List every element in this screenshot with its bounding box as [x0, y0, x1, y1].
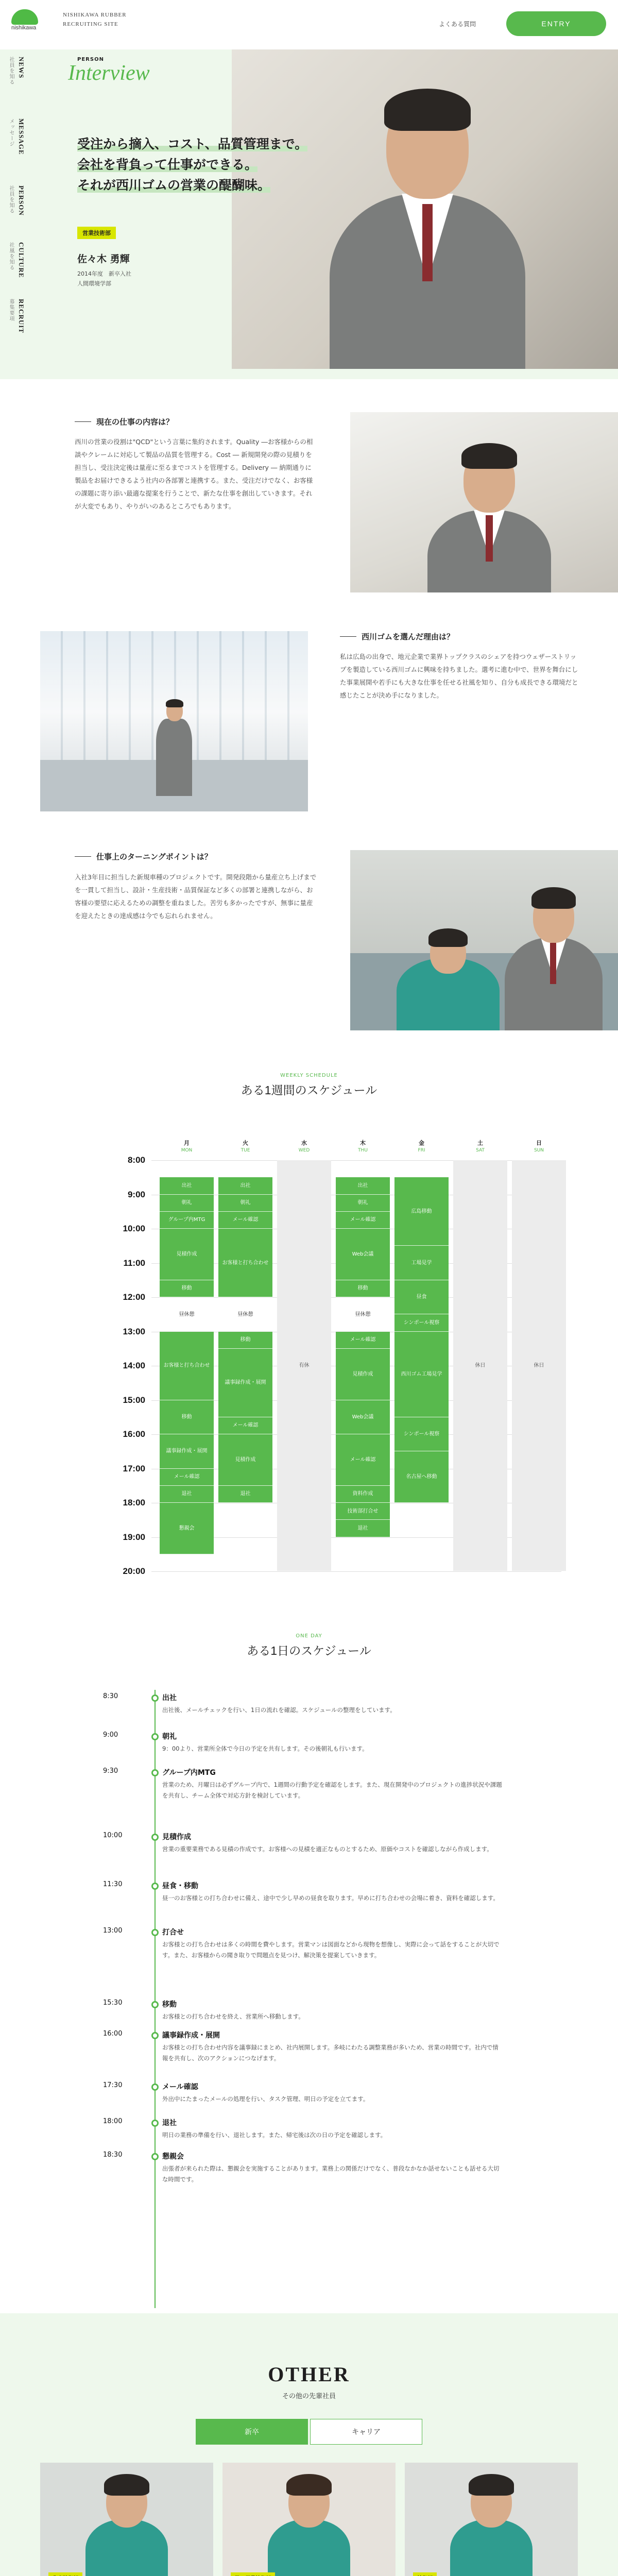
- schedule-block: 西川ゴム工場見学: [394, 1332, 449, 1417]
- schedule-block: 懇親会: [160, 1503, 214, 1554]
- schedule-block: シンポール視察: [394, 1314, 449, 1331]
- schedule-block: 名古屋へ移動: [394, 1451, 449, 1503]
- timeline-desc: 昼一のお客様との打ち合わせに備え、途中で少し早めの昼食を取ります。早めに打ち合わせの会場に着き、資料を確認します。: [162, 1894, 499, 1902]
- hour-label: 20:00: [123, 1566, 145, 1576]
- schedule-block: 昼休憩: [218, 1297, 272, 1332]
- timeline-time: 9:00: [103, 1731, 118, 1739]
- timeline-line: [154, 1690, 156, 2308]
- schedule-block: メール確認: [336, 1434, 390, 1486]
- hour-label: 17:00: [123, 1463, 145, 1473]
- schedule-block: Web会議: [336, 1229, 390, 1280]
- day-head: 水 WED: [277, 1140, 331, 1154]
- side-nav-news[interactable]: 社員を知る NEWS: [8, 57, 25, 85]
- schedule-block: メール確認: [160, 1469, 214, 1486]
- staff-card[interactable]: [40, 2463, 213, 2576]
- schedule-block: 朝礼: [336, 1195, 390, 1212]
- schedule-block: グループ内MTG: [160, 1212, 214, 1229]
- timeline-desc: 9：00より、営業所全体で今日の予定を共有します。その後朝礼も行います。: [162, 1745, 368, 1752]
- schedule-block: 移動: [218, 1332, 272, 1349]
- schedule-block: 有休: [277, 1160, 331, 1571]
- hour-label: 19:00: [123, 1532, 145, 1542]
- timeline-time: 13:00: [103, 1927, 123, 1935]
- other-title: OTHER: [268, 2363, 350, 2386]
- site-title: [63, 10, 127, 29]
- timeline-time: 16:00: [103, 2030, 123, 2038]
- timeline-time: 18:30: [103, 2151, 123, 2159]
- day-head: 月 MON: [160, 1140, 214, 1154]
- schedule-block: 見積作成: [160, 1229, 214, 1280]
- schedule-block: 広島移動: [394, 1177, 449, 1246]
- staff-card[interactable]: [405, 2463, 578, 2576]
- timeline-desc: 営業の重要業務である見積の作成です。お客様への見積を適正なものとするため、原価やコストを確認しながら作成します。: [162, 1845, 493, 1853]
- schedule-block: 出社: [218, 1177, 272, 1194]
- timeline-desc: 外出中にたまったメールの処理を行い、タスク管理、明日の予定を立てます。: [162, 2095, 369, 2103]
- hour-label: 18:00: [123, 1498, 145, 1507]
- hour-label: 14:00: [123, 1361, 145, 1370]
- timeline-dot: [151, 2153, 159, 2160]
- side-nav-message[interactable]: メッセージ MESSAGE: [8, 118, 25, 155]
- hour-label: 8:00: [127, 1155, 145, 1165]
- timeline-title: 議事録作成・展開: [162, 2031, 220, 2040]
- qa-photo-1: [350, 412, 618, 592]
- schedule-block: 移動: [336, 1280, 390, 1297]
- timeline-dot: [151, 2001, 159, 2008]
- timeline-desc: お客様との打ち合わせは多くの時間を費やします。営業マンは図面などから現物を想像し、実際に会って話をすることが大切です。また、お客様からの聞き取りで問題点を見つけ、解決策を提案していきます。: [162, 1941, 500, 1959]
- timeline-title: 移動: [162, 2001, 177, 2009]
- timeline-dot: [151, 1733, 159, 1740]
- timeline-desc: 出張者が来られた際は、懇親会を実施することがあります。業務上の関係だけでなく、普段なかなか話せないことも話せる大切な時間です。: [162, 2165, 500, 2183]
- timeline-dot: [151, 1694, 159, 1702]
- timeline-title: メール確認: [162, 2083, 198, 2091]
- timeline-dot: [151, 1883, 159, 1890]
- timeline-dot: [151, 1929, 159, 1936]
- schedule-block: メール確認: [218, 1417, 272, 1434]
- qa-body-1: 西川の営業の役割は"QCD"という言葉に集約されます。Quality ―お客様からの相談やクレームに対応して製品の品質を管理する。Cost ― 新規開発の際の見積りを担当し、受注決定後は量産に至るまでコストを管理する。Delivery ― 納期通りに製品をお届けできるよう社内の各部署と連携する。また、受注だけでなく、お客様の課題に寄り添い最適な提案を行うことで、新たな仕事を創出していきます。それが大変でもあり、やりがいのあるところでもあります。: [75, 438, 313, 510]
- schedule-block: 議事録作成・展開: [218, 1349, 272, 1417]
- schedule-block: 工場見学: [394, 1246, 449, 1280]
- schedule-block: 出社: [160, 1177, 214, 1194]
- schedule-block: 休日: [512, 1160, 566, 1571]
- hero-name: 佐々木 勇輝: [77, 253, 130, 265]
- schedule-block: メール確認: [218, 1212, 272, 1229]
- timeline-desc: お客様との打ち合わせを終え、営業所へ移動します。: [162, 2013, 304, 2020]
- company-logo[interactable]: [11, 9, 38, 25]
- timeline-dot: [151, 1834, 159, 1841]
- qa-photo-2: [40, 631, 308, 811]
- hour-label: 16:00: [123, 1429, 145, 1439]
- schedule-block: 退社: [218, 1486, 272, 1503]
- side-nav-person[interactable]: 社員を知る PERSON: [8, 185, 25, 216]
- tab-new-graduate[interactable]: 新卒: [196, 2419, 308, 2445]
- day-sub: SAT: [476, 1148, 485, 1153]
- staff-photo: [222, 2463, 396, 2576]
- day-sub: FRI: [418, 1148, 425, 1153]
- schedule-block: 見積作成: [336, 1349, 390, 1400]
- staff-photo: [40, 2463, 213, 2576]
- side-nav-recruit[interactable]: 募集要項 RECRUIT: [8, 299, 25, 333]
- timeline-desc: 営業のため、月曜日は必ずグループ内で、1週間の行動予定を確認をします。また、現在開発中のプロジェクトの進捗状況や課題を共有し、チーム全体で対応方針を検討しています。: [162, 1781, 502, 1799]
- schedule-block: 休日: [453, 1160, 507, 1571]
- day-head: 土 SAT: [453, 1140, 507, 1154]
- timeline-title: 朝礼: [162, 1733, 177, 1741]
- timeline-dot: [151, 2120, 159, 2127]
- staff-dept-badge: [231, 2572, 275, 2576]
- day-head: 木 THU: [336, 1140, 390, 1154]
- timeline-time: 17:30: [103, 2081, 123, 2089]
- schedule-block: 出社: [336, 1177, 390, 1194]
- staff-dept-badge: [413, 2572, 437, 2576]
- schedule-block: シンポール視察: [394, 1417, 449, 1452]
- schedule-block: メール確認: [336, 1332, 390, 1349]
- timeline-time: 8:30: [103, 1692, 118, 1700]
- timeline-title: グループ内MTG: [162, 1769, 216, 1777]
- schedule-block: 昼食: [394, 1280, 449, 1315]
- schedule-block: 資料作成: [336, 1486, 390, 1503]
- timeline-dot: [151, 2032, 159, 2039]
- timeline-title: 昼食・移動: [162, 1882, 198, 1890]
- person-figure: [330, 75, 525, 369]
- day-sub: WED: [298, 1148, 310, 1153]
- timeline-title: 退社: [162, 2119, 177, 2127]
- tab-career[interactable]: キャリア: [310, 2419, 422, 2445]
- hour-label: 10:00: [123, 1224, 145, 1233]
- hour-label: 15:00: [123, 1395, 145, 1405]
- day-sub: THU: [358, 1148, 368, 1153]
- timeline-title: 打合せ: [162, 1928, 184, 1937]
- qa-photo-3: [350, 850, 618, 1030]
- qa-title-2: 西川ゴムを選んだ理由は？: [340, 631, 454, 642]
- schedule-block: 移動: [160, 1400, 214, 1435]
- qa-title-3: 仕事上のターニングポイントは？: [75, 851, 212, 862]
- schedule-block: 退社: [160, 1486, 214, 1503]
- entry-button[interactable]: ENTRY: [506, 11, 606, 36]
- side-nav-culture[interactable]: 社風を知る CULTURE: [8, 242, 25, 278]
- schedule-block: 昼休憩: [336, 1297, 390, 1332]
- logo-text: nishikawa: [11, 25, 37, 31]
- schedule-block: 昼休憩: [160, 1297, 214, 1332]
- hour-label: 13:00: [123, 1326, 145, 1336]
- weekly-schedule-grid: [118, 1140, 561, 1598]
- hero-meta: 2014年度 新卒入社 人間環境学部: [77, 270, 131, 287]
- other-subtitle: その他の先輩社員: [282, 2393, 336, 2400]
- day-head: 日 SUN: [512, 1140, 566, 1154]
- day-head: 火 TUE: [218, 1140, 272, 1154]
- daily-schedule-en: ONE DAY: [296, 1633, 322, 1639]
- schedule-block: 移動: [160, 1280, 214, 1297]
- staff-photo: [405, 2463, 578, 2576]
- schedule-block: お客様と打ち合わせ: [218, 1229, 272, 1297]
- hour-label: 12:00: [123, 1292, 145, 1302]
- hour-label: 11:00: [123, 1258, 145, 1268]
- qa-body-2: 私は広島の出身で、地元企業で業界トップクラスのシェアを持つウェザーストリップを製造している西川ゴムに興味を持ちました。選考に進む中で、世界を舞台にした事業展開や若手にも大きな仕事を任せる社風を知り、自分も成長できる環境だと感じたことが決め手になりました。: [340, 653, 578, 699]
- timeline-desc: 出社後、メールチェックを行い、1日の流れを確認。スケジュールの整理をしています。: [162, 1706, 396, 1714]
- timeline-time: 15:30: [103, 1999, 123, 2007]
- timeline-dot: [151, 2083, 159, 2091]
- site-title-line1: NISHIKAWA RUBBER: [63, 12, 127, 18]
- hour-label: 9:00: [127, 1189, 145, 1199]
- schedule-block: 見積作成: [218, 1434, 272, 1486]
- nav-faq-link[interactable]: よくある質問: [439, 21, 476, 28]
- day-sub: MON: [181, 1148, 193, 1153]
- timeline-title: 見積作成: [162, 1833, 191, 1841]
- staff-dept-badge: [48, 2572, 82, 2576]
- timeline-time: 9:30: [103, 1767, 118, 1775]
- schedule-block: 技術部打合せ: [336, 1503, 390, 1520]
- schedule-block: メール確認: [336, 1212, 390, 1229]
- day-sub: TUE: [241, 1148, 250, 1153]
- timeline-time: 11:30: [103, 1880, 123, 1888]
- schedule-block: Web会議: [336, 1400, 390, 1435]
- qa-body-3: 入社3年目に担当した新規車種のプロジェクトです。開発段階から量産立ち上げまでを一貫して担当し、設計・生産技術・品質保証など多くの部署と連携しながら、お客様の要望に応えるための調整を重ねました。苦労も多かったですが、無事に量産を迎えたときの達成感は今でも忘れられません。: [75, 873, 317, 920]
- schedule-block: 議事録作成・展開: [160, 1434, 214, 1469]
- site-title-line2: RECRUITING SITE: [63, 21, 118, 27]
- day-sub: SUN: [534, 1148, 544, 1153]
- timeline-title: 懇親会: [162, 2153, 184, 2161]
- qa-title-1: 現在の仕事の内容は？: [75, 416, 174, 427]
- weekly-schedule-en: WEEKLY SCHEDULE: [280, 1073, 338, 1078]
- hero-catchphrase: 受注から摘入、コスト、品質管理まで。 会社を背負って仕事ができる。 それが西川ゴムの営業の醍醐味。: [77, 137, 308, 193]
- schedule-block: 朝礼: [218, 1195, 272, 1212]
- weekly-schedule-title: ある1週間のスケジュール: [241, 1083, 377, 1097]
- hero-person-label: PERSON: [77, 57, 104, 62]
- schedule-block: お客様と打ち合わせ: [160, 1332, 214, 1400]
- timeline-title: 出社: [162, 1694, 177, 1702]
- daily-schedule-title: ある1日のスケジュール: [247, 1644, 371, 1657]
- timeline-desc: お客様との打ち合わせ内容を議事録にまとめ、社内展開します。多岐にわたる調整業務が多いため、営業の時間です。社内で情報を共有し、次のアクションにつなげます。: [162, 2044, 499, 2062]
- hero-portrait-photo: [232, 49, 618, 369]
- timeline-desc: 明日の業務の準備を行い、退社します。また、帰宅後は次の日の予定を確認します。: [162, 2131, 387, 2139]
- hero-dept-badge: 営業技術部: [77, 227, 116, 239]
- day-head: 金 FRI: [394, 1140, 449, 1154]
- timeline-dot: [151, 1769, 159, 1776]
- timeline-time: 10:00: [103, 1832, 123, 1839]
- schedule-block: 朝礼: [160, 1195, 214, 1212]
- hero-interview-script: Interview: [68, 61, 150, 85]
- staff-card[interactable]: [222, 2463, 396, 2576]
- schedule-block: 退社: [336, 1520, 390, 1537]
- timeline-time: 18:00: [103, 2117, 123, 2125]
